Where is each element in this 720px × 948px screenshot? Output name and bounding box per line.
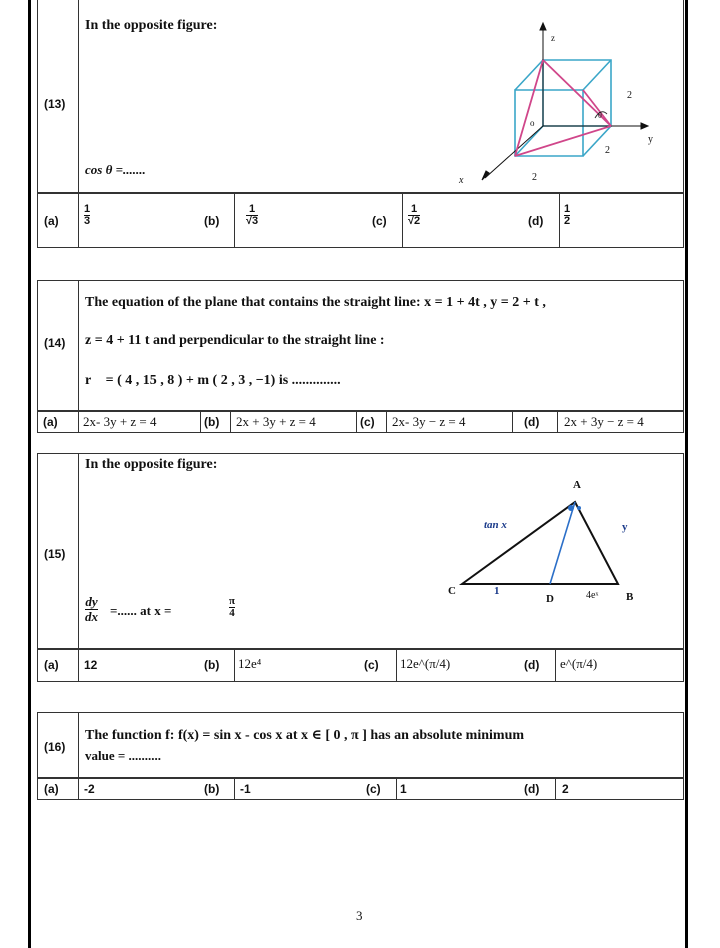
- q16-line2: value = ..........: [85, 748, 162, 763]
- q13-a-den: 3: [84, 215, 91, 227]
- q14-number: (14): [44, 336, 66, 350]
- q13-z-label: z: [551, 33, 555, 43]
- q15-option-d-value[interactable]: e^(π/4): [560, 656, 598, 671]
- q15-label-1: 1: [494, 585, 500, 597]
- q15-label-C: C: [448, 585, 456, 597]
- q13-number: (13): [44, 97, 66, 111]
- q13-origin-label: o: [530, 118, 535, 128]
- q15-intro: In the opposite figure:: [85, 457, 218, 472]
- q16-number: (16): [44, 740, 66, 754]
- q13-prompt: cos θ =.......: [85, 162, 146, 177]
- q14-option-d-label[interactable]: (d): [524, 415, 540, 429]
- q15-option-a-label[interactable]: (a): [44, 658, 59, 672]
- q15-label-y: y: [622, 521, 628, 533]
- q16-option-c-value[interactable]: 1: [400, 782, 407, 796]
- q14-option-d-value[interactable]: 2x + 3y − z = 4: [564, 414, 644, 429]
- q15-option-a-value[interactable]: 12: [84, 658, 98, 672]
- q14-option-b-value[interactable]: 2x + 3y + z = 4: [236, 414, 316, 429]
- q13-option-d-label[interactable]: (d): [528, 214, 544, 228]
- q13-option-a-value[interactable]: [84, 204, 90, 227]
- q14-option-c-label[interactable]: (c): [360, 415, 375, 429]
- q16-options-row: [37, 778, 684, 800]
- q16-option-c-label[interactable]: (c): [366, 782, 381, 796]
- q15-option-d-label[interactable]: (d): [524, 658, 540, 672]
- q14-line2: z = 4 + 11 t and perpendicular to the straight line :: [85, 333, 385, 348]
- left-border-line: [28, 0, 31, 948]
- q13-d-den: 2: [564, 215, 571, 227]
- q13-edge-label-bottom: 2: [532, 172, 537, 183]
- q14-option-a-label[interactable]: (a): [43, 415, 58, 429]
- q16-option-d-label[interactable]: (d): [524, 782, 540, 796]
- q16-option-a-value[interactable]: -2: [84, 782, 95, 796]
- q15-dx: dx: [85, 609, 98, 624]
- q13-option-a-label[interactable]: (a): [44, 214, 59, 228]
- q13-c-num: 1: [411, 203, 418, 215]
- q13-option-b-label[interactable]: (b): [204, 214, 220, 228]
- q13-b-den: √3: [246, 215, 259, 227]
- q16-option-b-label[interactable]: (b): [204, 782, 220, 796]
- q16-option-a-label[interactable]: (a): [44, 782, 59, 796]
- q16-box: [37, 712, 684, 778]
- q13-d-num: 1: [564, 203, 571, 215]
- q14-line1: The equation of the plane that contains the straight line: x = 1 + 4t , y = 2 + t ,: [85, 295, 546, 310]
- page-number: 3: [356, 908, 363, 923]
- q13-option-b-value[interactable]: [246, 204, 258, 227]
- q13-b-num: 1: [249, 203, 256, 215]
- q13-cube-figure: [455, 18, 685, 188]
- q14-option-b-label[interactable]: (b): [204, 415, 220, 429]
- q14-option-a-value[interactable]: 2x- 3y + z = 4: [83, 414, 157, 429]
- q13-theta-label: θ: [598, 111, 602, 120]
- q13-x-label: x: [459, 175, 464, 186]
- q15-option-c-value[interactable]: 12e^(π/4): [400, 656, 451, 671]
- q16-option-d-value[interactable]: 2: [562, 782, 569, 796]
- q15-label-B: B: [626, 591, 634, 603]
- q13-c-den: √2: [408, 215, 421, 227]
- q15-label-tanx: tan x: [484, 519, 507, 531]
- q13-option-c-label[interactable]: (c): [372, 214, 387, 228]
- q15-prompt-mid: =...... at x =: [110, 603, 172, 618]
- q16-line1: The function f: f(x) = sin x - cos x at x ∈ [ 0 , π ] has an absolute minimum: [85, 728, 525, 743]
- q15-option-b-label[interactable]: (b): [204, 658, 220, 672]
- q15-label-D: D: [546, 593, 554, 605]
- q16-option-b-value[interactable]: -1: [240, 782, 251, 796]
- q15-label-A: A: [573, 479, 581, 491]
- q15-four: 4: [229, 607, 235, 619]
- right-border-line: [685, 0, 688, 948]
- q15-triangle-figure: [440, 472, 660, 612]
- q15-label-4ex: 4eˣ: [586, 590, 599, 601]
- q15-option-b-value[interactable]: 12e⁴: [238, 656, 262, 671]
- q13-a-num: 1: [84, 203, 91, 215]
- q15-option-c-label[interactable]: (c): [364, 658, 379, 672]
- q13-edge-label-right: 2: [605, 145, 610, 156]
- q13-intro: In the opposite figure:: [85, 18, 218, 33]
- q15-number: (15): [44, 547, 66, 561]
- q13-options-row: [37, 193, 684, 248]
- q15-pi-over-4: [229, 596, 235, 619]
- q13-option-c-value[interactable]: [408, 204, 420, 227]
- q15-dy: dy: [85, 594, 98, 609]
- q15-derivative: [85, 595, 98, 624]
- q15-pi: π: [229, 595, 236, 607]
- q13-number-cell: [38, 0, 79, 192]
- q13-option-d-value[interactable]: [564, 204, 570, 227]
- q14-option-c-value[interactable]: 2x- 3y − z = 4: [392, 414, 466, 429]
- q14-line3: r⃗ = ( 4 , 15 , 8 ) + m ( 2 , 3 , −1) is ..............: [85, 373, 341, 388]
- q13-y-label: y: [648, 134, 653, 145]
- q13-edge-label-top: 2: [627, 90, 632, 101]
